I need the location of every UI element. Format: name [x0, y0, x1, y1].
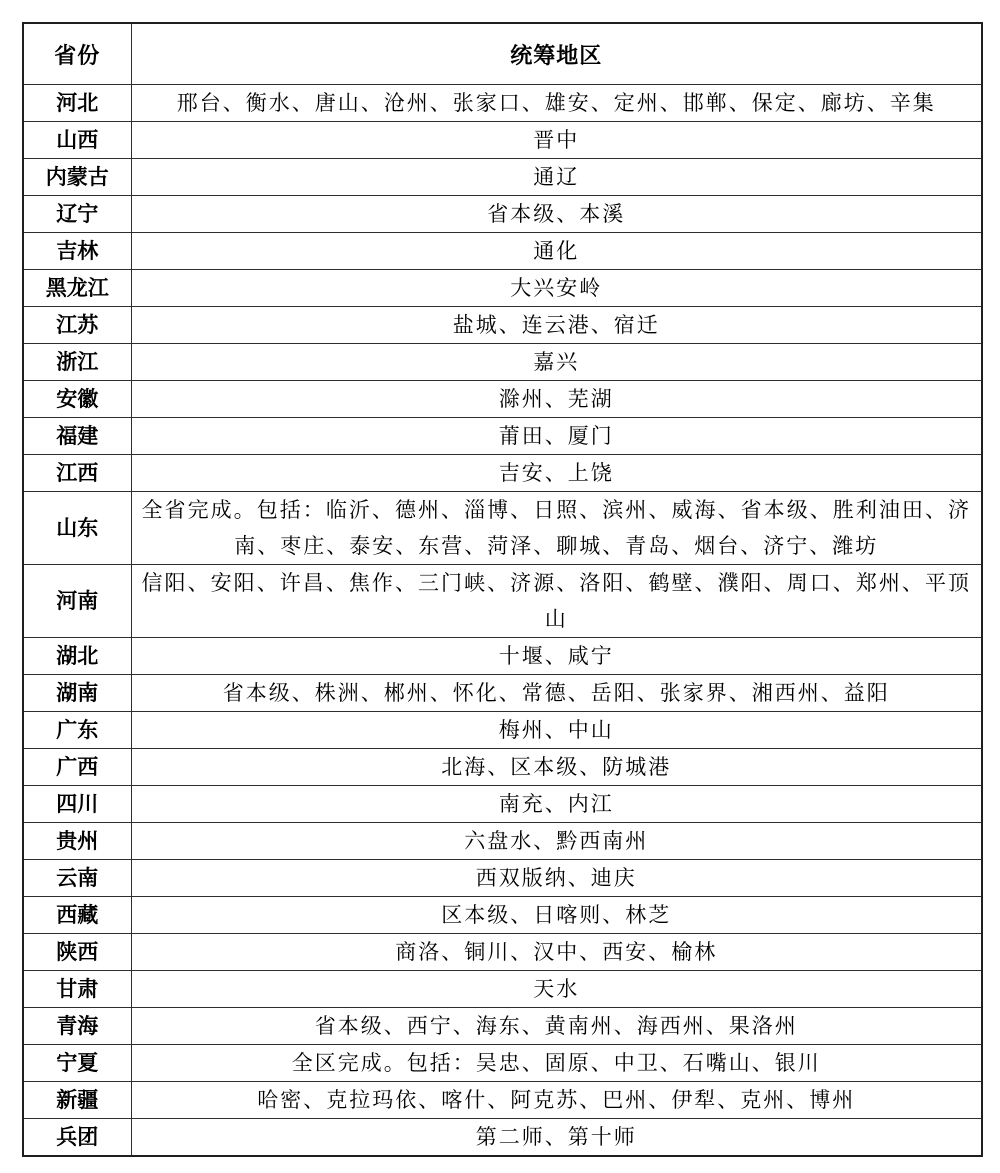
- province-cell: 广东: [23, 712, 131, 749]
- table-row: [23, 1082, 982, 1119]
- regions-cell: 省本级、西宁、海东、黄南州、海西州、果洛州: [131, 1008, 982, 1045]
- table-row: [23, 823, 982, 860]
- province-cell: 江苏: [23, 307, 131, 344]
- province-cell: 山东: [23, 492, 131, 565]
- table-row: [23, 381, 982, 418]
- table-row: [23, 638, 982, 675]
- table-row: [23, 1119, 982, 1157]
- regions-cell: 全省完成。包括：临沂、德州、淄博、日照、滨州、威海、省本级、胜利油田、济南、枣庄、泰安、东营、菏泽、聊城、青岛、烟台、济宁、潍坊: [131, 492, 982, 565]
- province-cell: 湖南: [23, 675, 131, 712]
- regions-cell: 吉安、上饶: [131, 455, 982, 492]
- province-cell: 内蒙古: [23, 159, 131, 196]
- table-body: [23, 85, 982, 1157]
- regions-cell: 省本级、本溪: [131, 196, 982, 233]
- regions-cell: 通辽: [131, 159, 982, 196]
- regions-cell: 天水: [131, 971, 982, 1008]
- regions-cell: 全区完成。包括：吴忠、固原、中卫、石嘴山、银川: [131, 1045, 982, 1082]
- table-row: [23, 897, 982, 934]
- table-row: [23, 971, 982, 1008]
- table-row: [23, 1008, 982, 1045]
- province-cell: 浙江: [23, 344, 131, 381]
- column-header-province: 省份: [23, 23, 131, 85]
- province-cell: 广西: [23, 749, 131, 786]
- table-row: [23, 786, 982, 823]
- regions-cell: 嘉兴: [131, 344, 982, 381]
- regions-cell: 大兴安岭: [131, 270, 982, 307]
- coordinated-regions-table: [22, 22, 983, 1157]
- province-cell: 贵州: [23, 823, 131, 860]
- regions-cell: 哈密、克拉玛依、喀什、阿克苏、巴州、伊犁、克州、博州: [131, 1082, 982, 1119]
- province-cell: 河北: [23, 85, 131, 122]
- regions-cell: 通化: [131, 233, 982, 270]
- regions-cell: 盐城、连云港、宿迁: [131, 307, 982, 344]
- province-cell: 西藏: [23, 897, 131, 934]
- table-row: [23, 749, 982, 786]
- table-row: [23, 934, 982, 971]
- table-row: [23, 307, 982, 344]
- table-row: [23, 1045, 982, 1082]
- column-header-regions: 统筹地区: [131, 23, 982, 85]
- province-cell: 江西: [23, 455, 131, 492]
- regions-cell: 南充、内江: [131, 786, 982, 823]
- province-cell: 辽宁: [23, 196, 131, 233]
- table-row: [23, 159, 982, 196]
- province-cell: 安徽: [23, 381, 131, 418]
- table-row: [23, 712, 982, 749]
- table-row: [23, 860, 982, 897]
- province-cell: 青海: [23, 1008, 131, 1045]
- regions-cell: 商洛、铜川、汉中、西安、榆林: [131, 934, 982, 971]
- province-cell: 四川: [23, 786, 131, 823]
- regions-cell: 区本级、日喀则、林芝: [131, 897, 982, 934]
- table-row: [23, 565, 982, 638]
- regions-cell: 西双版纳、迪庆: [131, 860, 982, 897]
- table-row: [23, 233, 982, 270]
- table-row: [23, 418, 982, 455]
- table-row: [23, 675, 982, 712]
- province-cell: 云南: [23, 860, 131, 897]
- table-row: [23, 455, 982, 492]
- regions-cell: 六盘水、黔西南州: [131, 823, 982, 860]
- table-row: [23, 344, 982, 381]
- regions-cell: 十堰、咸宁: [131, 638, 982, 675]
- province-cell: 福建: [23, 418, 131, 455]
- regions-cell: 信阳、安阳、许昌、焦作、三门峡、济源、洛阳、鹤壁、濮阳、周口、郑州、平顶山: [131, 565, 982, 638]
- regions-cell: 滁州、芜湖: [131, 381, 982, 418]
- province-cell: 新疆: [23, 1082, 131, 1119]
- province-cell: 兵团: [23, 1119, 131, 1157]
- table-row: [23, 270, 982, 307]
- regions-cell: 晋中: [131, 122, 982, 159]
- table-row: [23, 85, 982, 122]
- regions-cell: 北海、区本级、防城港: [131, 749, 982, 786]
- province-cell: 黑龙江: [23, 270, 131, 307]
- table-row: [23, 492, 982, 565]
- regions-cell: 莆田、厦门: [131, 418, 982, 455]
- regions-cell: 省本级、株洲、郴州、怀化、常德、岳阳、张家界、湘西州、益阳: [131, 675, 982, 712]
- regions-cell: 第二师、第十师: [131, 1119, 982, 1157]
- table-row: [23, 122, 982, 159]
- regions-cell: 梅州、中山: [131, 712, 982, 749]
- province-cell: 河南: [23, 565, 131, 638]
- province-cell: 吉林: [23, 233, 131, 270]
- province-cell: 甘肃: [23, 971, 131, 1008]
- table-row: [23, 196, 982, 233]
- header-row: [23, 23, 982, 85]
- province-cell: 宁夏: [23, 1045, 131, 1082]
- table-header: [23, 23, 982, 85]
- province-cell: 陕西: [23, 934, 131, 971]
- regions-cell: 邢台、衡水、唐山、沧州、张家口、雄安、定州、邯郸、保定、廊坊、辛集: [131, 85, 982, 122]
- province-cell: 山西: [23, 122, 131, 159]
- province-cell: 湖北: [23, 638, 131, 675]
